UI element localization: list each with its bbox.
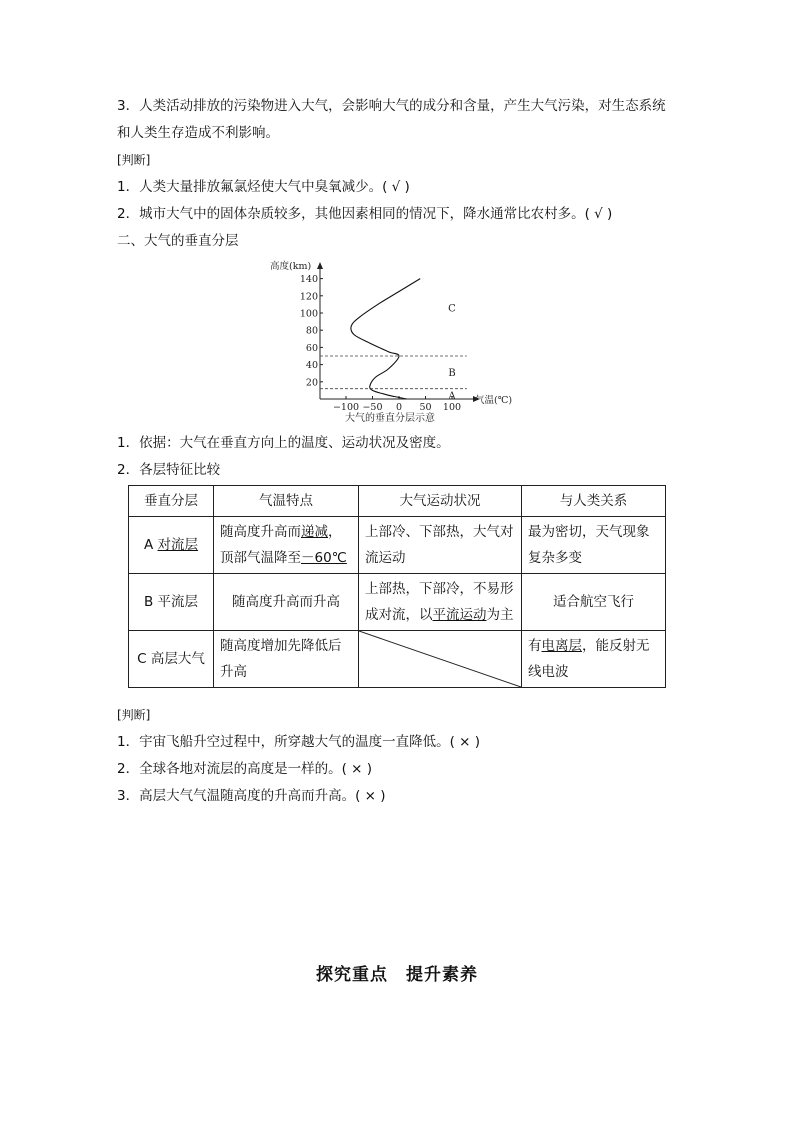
y-tick-label: 40	[305, 360, 318, 372]
x-tick-label: 100	[442, 402, 462, 413]
layer-name-cell: C 高层大气	[129, 631, 214, 688]
layer-label-c: C	[448, 303, 456, 315]
table-header: 与人类关系	[522, 486, 666, 517]
judge2-item-1: 1．宇宙飞船升空过程中，所穿越大气的温度一直降低。( × )	[117, 734, 481, 750]
y-tick-label: 100	[299, 308, 318, 320]
y-tick-label: 20	[305, 377, 318, 389]
compare-title: 2．各层特征比较	[117, 462, 221, 478]
table-row	[129, 574, 666, 631]
table-header: 垂直分层	[129, 486, 214, 517]
layer-label-a: A	[448, 391, 456, 403]
temperature-curve	[351, 279, 420, 399]
temperature-cell: 随高度增加先降低后 升高	[214, 631, 359, 688]
layer-name-cell: B 平流层	[129, 574, 214, 631]
atmosphere-layer-figure	[262, 256, 532, 428]
figure-caption: 大气的垂直分层示意	[345, 413, 435, 424]
x-tick-label: −50	[362, 402, 383, 413]
table-row	[129, 631, 666, 688]
y-tick-label: 140	[299, 274, 318, 286]
layer-name-cell: A 对流层	[129, 517, 214, 574]
axes	[317, 262, 480, 402]
relation-cell: 适合航空飞行	[522, 574, 666, 631]
diagonal-line	[359, 631, 521, 687]
section-title: 二、大气的垂直分层	[117, 233, 239, 249]
judge-tag: [判断]	[117, 153, 151, 167]
empty-diagonal-cell	[359, 631, 522, 688]
x-tick-label: −100	[332, 402, 360, 413]
basis-text: 1．依据：大气在垂直方向上的温度、运动状况及密度。	[117, 435, 450, 451]
paragraph-3-line-1: 3．人类活动排放的污染物进入大气，会影响大气的成分和含量，产生大气污染，对生态系统	[117, 98, 666, 114]
y-axis-label: 高度(km)	[270, 261, 312, 272]
judge2-item-2: 2．全球各地对流层的高度是一样的。( × )	[117, 761, 373, 777]
judge2-item-3: 3．高层大气气温随高度的升高而升高。( × )	[117, 788, 386, 804]
table-header-row	[129, 486, 666, 517]
x-axis-label: 气温(℃)	[475, 395, 513, 406]
x-tick-label: 0	[395, 402, 403, 413]
paragraph-3-line-2: 和人类生存造成不利影响。	[117, 125, 279, 141]
y-tick-label: 80	[305, 325, 318, 337]
relation-cell: 最为密切，天气现象 复杂多变	[522, 517, 666, 574]
table-header: 大气运动状况	[359, 486, 522, 517]
table-row	[129, 517, 666, 574]
judge-item-2: 2．城市大气中的固体杂质较多，其他因素相同的情况下，降水通常比农村多。( √ )	[117, 206, 613, 222]
motion-cell: 上部冷、下部热，大气对 流运动	[359, 517, 522, 574]
x-tick-label: 50	[419, 402, 432, 413]
y-tick-label: 120	[299, 291, 318, 303]
footer-heading: 探究重点 提升素养	[316, 965, 478, 985]
motion-cell: 上部热，下部冷，不易形 成对流，以平流运动为主	[359, 574, 522, 631]
relation-cell: 有电离层，能反射无 线电波	[522, 631, 666, 688]
y-tick-label: 60	[305, 342, 318, 354]
layer-label-b: B	[448, 367, 456, 379]
judge-item-1: 1．人类大量排放氟氯烃使大气中臭氧减少。( √ )	[117, 179, 410, 195]
temperature-cell: 随高度升高而升高	[214, 574, 359, 631]
table-header: 气温特点	[214, 486, 359, 517]
layer-comparison-table	[128, 485, 666, 688]
temperature-cell: 随高度升高而递减， 顶部气温降至－60℃	[214, 517, 359, 574]
judge-tag-2: [判断]	[117, 708, 151, 722]
